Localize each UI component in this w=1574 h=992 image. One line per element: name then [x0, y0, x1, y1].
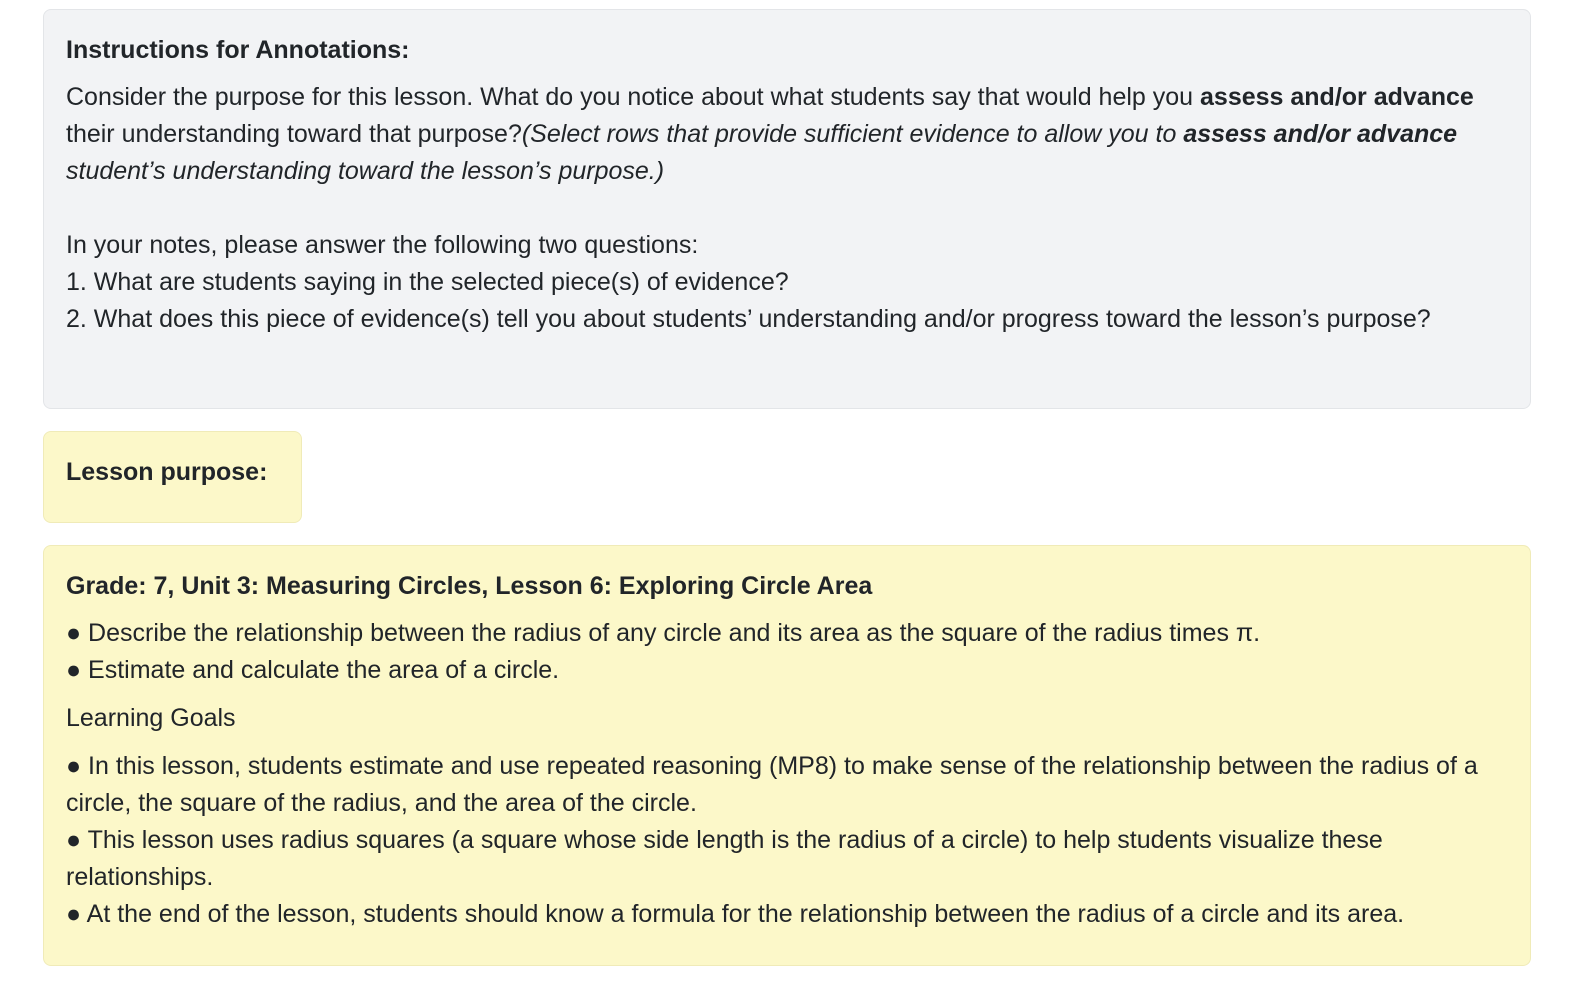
- list-item: ● Describe the relationship between the radius of any circle and its area as the square of the radius times π.: [66, 619, 1261, 647]
- lesson-purpose-box: [43, 431, 302, 523]
- question-1: 1. What are students saying in the selected piece(s) of evidence?: [66, 268, 789, 296]
- instructions-panel: [43, 9, 1531, 409]
- spacer: [66, 190, 1508, 227]
- lesson-purpose-label: Lesson purpose:: [66, 458, 268, 486]
- instructions-emphasis-1: assess and/or advance: [1200, 83, 1474, 111]
- question-2: 2. What does this piece of evidence(s) tell you about students’ understanding and/or progress toward the lesson’s purpose?: [66, 305, 1431, 333]
- instructions-emphasis-2: assess and/or advance: [1183, 120, 1458, 148]
- instructions-title: Instructions for Annotations:: [66, 36, 410, 64]
- learning-goals-label: Learning Goals: [66, 704, 236, 732]
- lesson-title: Grade: 7, Unit 3: Measuring Circles, Lesson 6: Exploring Circle Area: [66, 572, 873, 600]
- lesson-bullets: [66, 615, 1508, 689]
- instructions-note-text-2: student’s understanding toward the lesson’s purpose.): [66, 157, 665, 185]
- questions-intro: In your notes, please answer the following two questions:: [66, 231, 699, 259]
- instructions-note-text-1: (Select rows that provide sufficient evidence to allow you to: [521, 120, 1184, 148]
- instructions-paragraph: [66, 79, 1508, 190]
- learning-goals-list: [66, 748, 1508, 933]
- instructions-text-1: Consider the purpose for this lesson. What do you notice about what students say that would help you: [66, 83, 1201, 111]
- list-item: ● At the end of the lesson, students should know a formula for the relationship between the radius of a circle and its area.: [66, 900, 1405, 928]
- instructions-text-2: their understanding toward that purpose?: [66, 120, 522, 148]
- lesson-details-panel: [43, 545, 1531, 966]
- instructions-questions: [66, 227, 1508, 338]
- list-item: ● This lesson uses radius squares (a square whose side length is the radius of a circle) to help students visualize these relationships.: [66, 826, 1383, 891]
- list-item: ● In this lesson, students estimate and use repeated reasoning (MP8) to make sense of the relationship between the radius of a circle, the square of the radius, and the area of the circle.: [66, 752, 1478, 817]
- list-item: ● Estimate and calculate the area of a circle.: [66, 656, 560, 684]
